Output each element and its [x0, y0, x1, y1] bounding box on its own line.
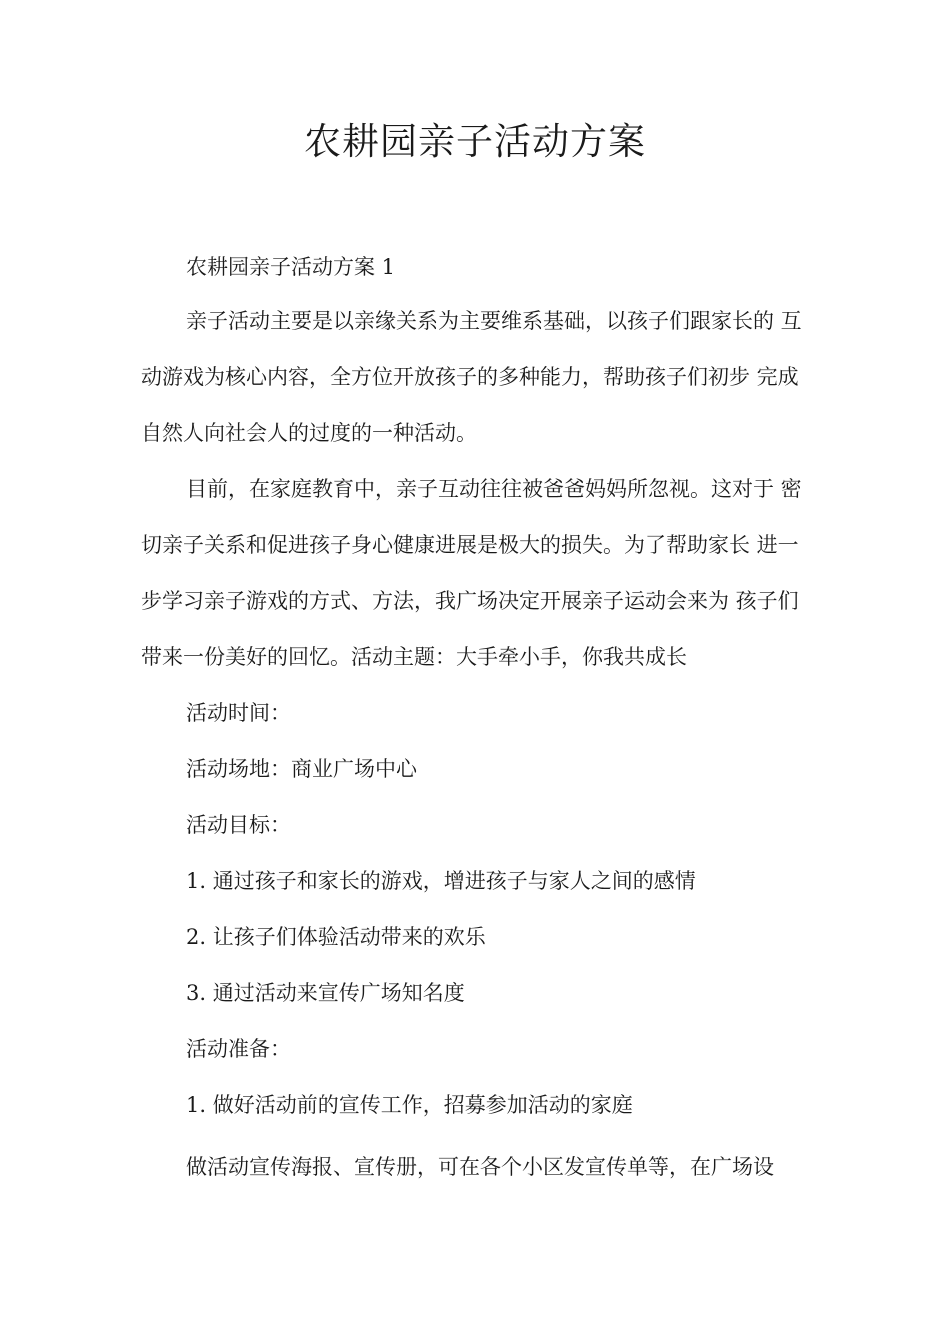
list-item: 3. 通过活动来宣传广场知名度 [186, 981, 465, 1005]
paragraph-line: 活动准备： [186, 1037, 291, 1061]
paragraph-line: 亲子活动主要是以亲缘关系为主要维系基础，以孩子们跟家长的 互 [186, 309, 802, 333]
list-item: 1. 通过孩子和家长的游戏，增进孩子与家人之间的感情 [186, 869, 696, 893]
list-item: 2. 让孩子们体验活动带来的欢乐 [186, 925, 486, 949]
paragraph-line: 带来一份美好的回忆。活动主题：大手牵小手，你我共成长 [141, 645, 687, 669]
paragraph-line: 目前，在家庭教育中，亲子互动往往被爸爸妈妈所忽视。这对于 密 [186, 477, 802, 501]
paragraph-line: 切亲子关系和促进孩子身心健康进展是极大的损失。为了帮助家长 进一 [141, 533, 799, 557]
list-item: 1. 做好活动前的宣传工作，招募参加活动的家庭 [186, 1093, 633, 1117]
document-title: 农耕园亲子活动方案 [304, 120, 646, 163]
paragraph-line: 活动场地：商业广场中心 [186, 757, 417, 781]
section-heading: 农耕园亲子活动方案 1 [186, 255, 396, 279]
paragraph-line: 动游戏为核心内容，全方位开放孩子的多种能力，帮助孩子们初步 完成 [141, 365, 799, 389]
paragraph-line: 做活动宣传海报、宣传册，可在各个小区发宣传单等，在广场设 [186, 1155, 774, 1179]
paragraph-line: 活动时间： [186, 701, 291, 725]
paragraph-line: 自然人向社会人的过度的一种活动。 [141, 421, 477, 445]
paragraph-line: 步学习亲子游戏的方式、方法，我广场决定开展亲子运动会来为 孩子们 [141, 589, 799, 613]
paragraph-line: 活动目标： [186, 813, 291, 837]
